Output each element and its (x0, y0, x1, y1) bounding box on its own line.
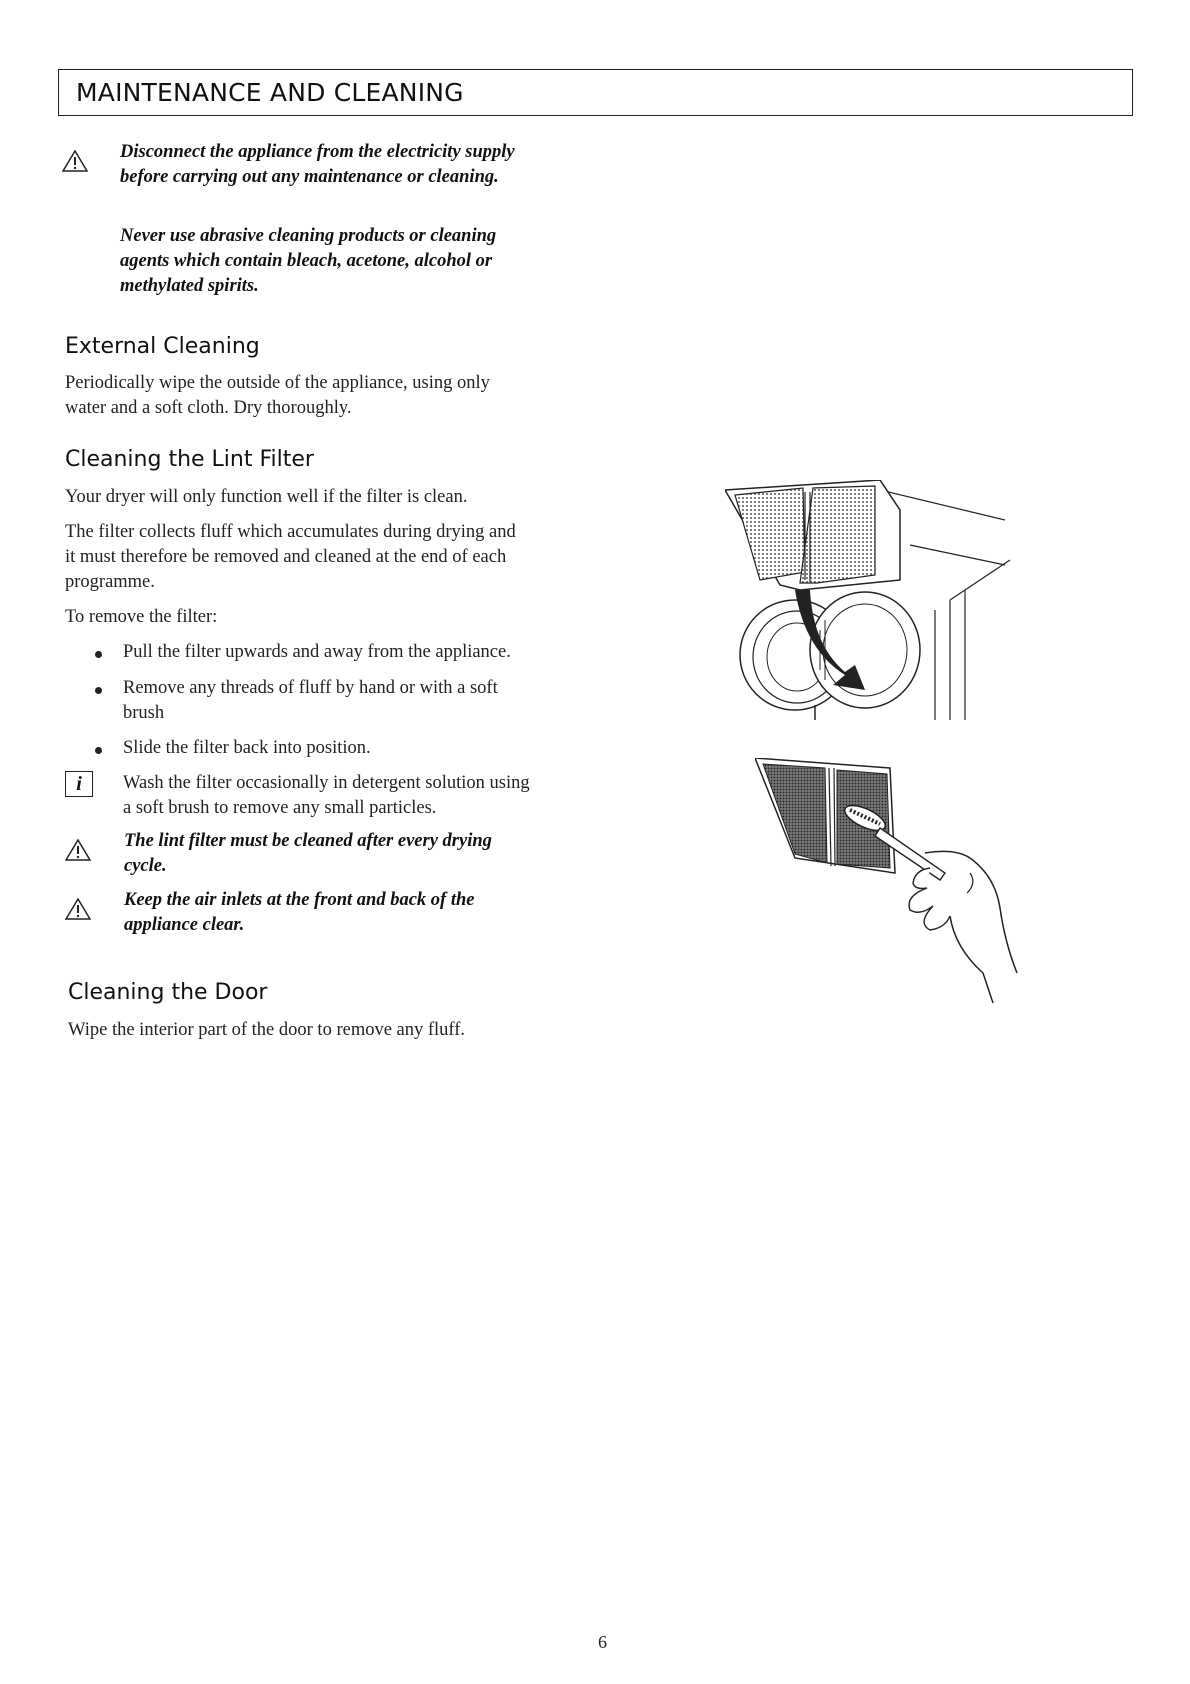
text-line: programme. (65, 572, 155, 592)
warning-disconnect (120, 140, 515, 190)
warning-line: Never use abrasive cleaning products or cleaning (120, 226, 497, 246)
warning-line: Keep the air inlets at the front and back of the (124, 890, 475, 910)
text-line: The filter collects fluff which accumulates during drying and (65, 522, 516, 542)
heading-lint-filter: Cleaning the Lint Filter (65, 447, 314, 472)
lint-intro-text: Your dryer will only function well if the filter is clean. (65, 487, 468, 507)
text-line: Wash the filter occasionally in detergent solution using (123, 773, 530, 793)
lint-filter-description (65, 520, 516, 595)
heading-cleaning-door: Cleaning the Door (68, 980, 268, 1005)
warning-line: cycle. (124, 856, 167, 876)
text-line: it must therefore be removed and cleaned at the end of each (65, 547, 507, 567)
warning-triangle-icon (65, 898, 91, 920)
warning-line: agents which contain bleach, acetone, alcohol or (120, 251, 493, 271)
warning-air-inlets (124, 888, 474, 938)
filter-brushing-illustration (755, 758, 1035, 1008)
text-line: Slide the filter back into position. (123, 738, 371, 758)
warning-clean-after-cycle (124, 829, 492, 879)
bullet-icon (95, 747, 102, 754)
external-cleaning-text (65, 371, 490, 421)
text-line: a soft brush to remove any small particles. (123, 798, 437, 818)
warning-line: before carrying out any maintenance or cleaning. (120, 167, 499, 187)
warning-abrasive (120, 224, 496, 299)
warning-line: methylated spirits. (120, 276, 259, 296)
warning-line: appliance clear. (124, 915, 245, 935)
filter-removal-illustration (725, 480, 1025, 730)
bullet-item-slide-back (123, 736, 371, 761)
bullet-item-pull-filter (123, 640, 511, 665)
section-header-box (58, 69, 1133, 116)
bullet-icon (95, 651, 102, 658)
text-line: brush (123, 703, 165, 723)
warning-line: Disconnect the appliance from the electricity supply (120, 142, 515, 162)
door-cleaning-text: Wipe the interior part of the door to remove any fluff. (68, 1020, 466, 1040)
text-line: Periodically wipe the outside of the appliance, using only (65, 373, 490, 393)
remove-filter-intro: To remove the filter: (65, 607, 218, 627)
warning-line: The lint filter must be cleaned after every drying (124, 831, 492, 851)
text-line: Pull the filter upwards and away from the appliance. (123, 642, 511, 662)
page-title: MAINTENANCE AND CLEANING (76, 78, 464, 107)
info-note-wash-filter (123, 771, 530, 821)
text-line: water and a soft cloth. Dry thoroughly. (65, 398, 352, 418)
bullet-item-remove-fluff (123, 676, 498, 726)
warning-triangle-icon (65, 839, 91, 861)
info-icon: i (65, 771, 93, 797)
page-number: 6 (598, 1632, 607, 1652)
text-line: Remove any threads of fluff by hand or with a soft (123, 678, 498, 698)
heading-external-cleaning: External Cleaning (65, 334, 260, 359)
bullet-icon (95, 687, 102, 694)
warning-triangle-icon (62, 150, 88, 172)
